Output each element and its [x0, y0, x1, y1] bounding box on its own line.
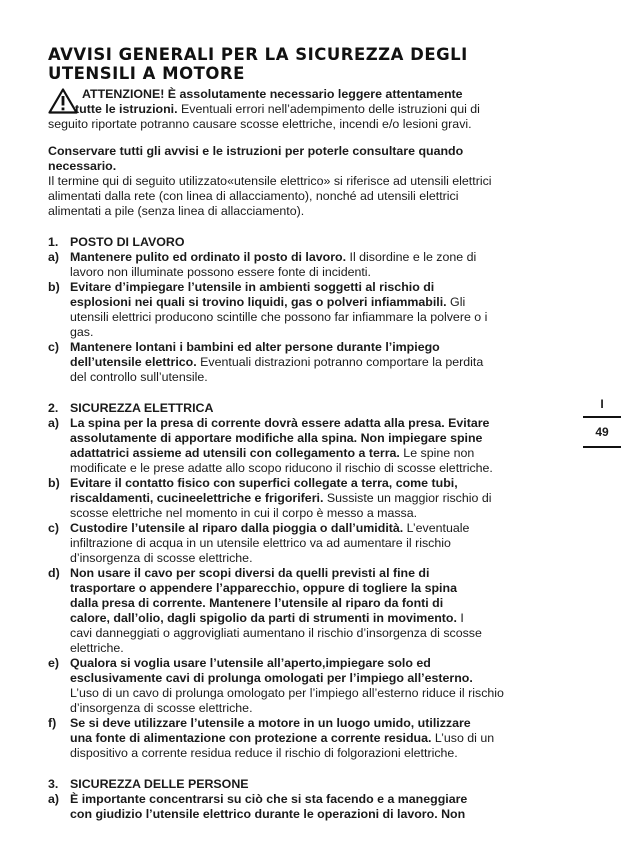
text-line: [70, 807, 576, 822]
text-line: [70, 416, 576, 431]
conserve-heading: necessario.: [48, 159, 117, 173]
conserve-block: [48, 144, 576, 219]
bold-text: Non usare il cavo per scopi diversi da quelli previsti al fine di: [70, 566, 430, 580]
list-item-key: c): [48, 521, 60, 535]
text-line: [70, 686, 576, 701]
regular-text: L’uso di un: [431, 731, 495, 745]
list-item-text: [70, 280, 576, 340]
bold-text: esclusivamente cavi di prolunga omologati per l’impiego all’esterno.: [70, 671, 473, 685]
text-line: [70, 521, 576, 536]
text-line: [70, 340, 576, 355]
bold-text: Evitare d’impiegare l’utensile in ambienti soggetti al rischio di: [70, 280, 435, 294]
regular-text: L’eventuale: [403, 521, 470, 535]
text-line: [70, 265, 576, 280]
list-item-key: a): [48, 416, 60, 430]
section-title: SICUREZZA DELLE PERSONE: [70, 777, 249, 791]
text-line: [70, 611, 576, 626]
text-line: [70, 310, 576, 325]
bold-text: Custodire l’utensile al riparo dalla pioggia o dall’umidità.: [70, 521, 404, 535]
regular-text: Sussiste un maggior rischio di: [323, 491, 492, 505]
list-item-key: d): [48, 566, 60, 580]
bold-text: esplosioni nei quali si trovino liquidi, gas o polveri infiammabili.: [70, 295, 447, 309]
list-item: [48, 792, 576, 822]
list-item-key: f): [48, 716, 57, 730]
list-item-key: c): [48, 340, 60, 354]
list-item: [48, 280, 576, 340]
text-line: [70, 746, 576, 761]
regular-text: lavoro non illuminate possono essere fonte di incidenti.: [70, 265, 371, 279]
list-item-text: [70, 566, 576, 656]
list-item-key: b): [48, 280, 60, 294]
text-line: [70, 551, 576, 566]
text-line: [70, 280, 576, 295]
list-item: [48, 340, 576, 385]
section-number: 2.: [48, 401, 59, 415]
text-line: [70, 491, 576, 506]
warning-triangle-icon: [48, 88, 78, 114]
text-line: [70, 446, 576, 461]
bold-text: dalla presa di corrente. Mantenere l’utensile al riparo da fonti di: [70, 596, 444, 610]
bold-text: calore, dall’olio, dagli spigolio da parti di strumenti in movimento.: [70, 611, 457, 625]
regular-text: d’insorgenza di scosse elettriche.: [70, 701, 253, 715]
list-item-text: [70, 716, 576, 761]
section: [48, 401, 576, 761]
text-line: [70, 355, 576, 370]
text-line: [70, 370, 576, 385]
text-line: [70, 596, 576, 611]
list-item-text: [70, 656, 576, 716]
regular-text: d’insorgenza di scosse elettriche.: [70, 551, 253, 565]
bold-text: dell’utensile elettrico.: [70, 355, 197, 369]
text-line: [70, 536, 576, 551]
list-item: [48, 476, 576, 521]
title-line: UTENSILI A MOTORE: [48, 64, 245, 83]
text-line: [70, 506, 576, 521]
side-tab-page-number: 49: [595, 425, 609, 439]
bold-text: adattatrici assieme ad utensili con collegamento a terra.: [70, 446, 400, 460]
side-tab-letter: I: [600, 397, 604, 411]
list-item: [48, 250, 576, 280]
conserve-text: Il termine qui di seguito utilizzato«utensile elettrico» si riferisce ad utensili elettrici: [48, 174, 492, 188]
text-line: [70, 566, 576, 581]
warning-heading-end: tutte le istruzioni.: [75, 102, 178, 116]
list-item: [48, 656, 576, 716]
bold-text: Qualora si voglia usare l’utensile all’aperto,impiegare solo ed: [70, 656, 431, 670]
list-item-text: [70, 792, 576, 822]
text-line: [70, 792, 576, 807]
section-title: POSTO DI LAVORO: [70, 235, 185, 249]
text-line: [70, 701, 576, 716]
regular-text: Eventuali distrazioni potranno comportare la perdita: [196, 355, 484, 369]
list-item: [48, 416, 576, 476]
text-line: [70, 581, 576, 596]
regular-text: I: [456, 611, 464, 625]
warning-text: seguito riportate potranno causare scosse elettriche, incendi e/o lesioni gravi.: [48, 117, 472, 131]
section: [48, 777, 576, 822]
bold-text: una fonte di alimentazione con protezione a corrente residua.: [70, 731, 432, 745]
bold-text: Mantenere pulito ed ordinato il posto di lavoro.: [70, 250, 347, 264]
text-line: [70, 641, 576, 656]
regular-text: infiltrazione di acqua in un utensile elettrico va ad aumentare il rischio: [70, 536, 451, 550]
section-heading: [48, 401, 576, 416]
list-item-key: e): [48, 656, 60, 670]
regular-text: Le spine non: [399, 446, 475, 460]
warning-text: Eventuali errori nell’adempimento delle istruzioni qui di: [177, 102, 480, 116]
text-line: [70, 431, 576, 446]
section-heading: [48, 777, 576, 792]
list-item-text: [70, 521, 576, 566]
list-item: [48, 566, 576, 656]
regular-text: scosse elettriche nel momento in cui il corpo è messo a massa.: [70, 506, 418, 520]
regular-text: gas.: [70, 325, 94, 339]
bold-text: La spina per la presa di corrente dovrà essere adatta alla presa. Evitare: [70, 416, 490, 430]
bold-text: Mantenere lontani i bambini ed alter persone durante l’impiego: [70, 340, 440, 354]
list-item-text: [70, 416, 576, 476]
text-line: [70, 476, 576, 491]
regular-text: L’uso di un cavo di prolunga omologato per l’impiego all’esterno riduce il rischio: [70, 686, 504, 700]
list-item-text: [70, 340, 576, 385]
text-line: [70, 716, 576, 731]
section-number: 3.: [48, 777, 59, 791]
regular-text: utensili elettrici producono scintille che possono far infiammare la polvere o i: [70, 310, 488, 324]
title-line: AVVISI GENERALI PER LA SICUREZZA DEGLI: [48, 45, 468, 64]
bold-text: con giudizio l’utensile elettrico durante le operazioni di lavoro. Non: [70, 807, 466, 821]
conserve-text: alimentati dalla rete (con linea di allacciamento), nonché ad utensili elettrici: [48, 189, 459, 203]
side-tab-divider: [583, 416, 621, 418]
warning-block: [48, 87, 576, 132]
bold-text: trasportare o appendere l’apparecchio, oppure di togliere la spina: [70, 581, 457, 595]
section-number: 1.: [48, 235, 59, 249]
regular-text: Il disordine e le zone di: [346, 250, 477, 264]
bold-text: È importante concentrarsi su ciò che si sta facendo e a maneggiare: [70, 792, 468, 806]
regular-text: del controllo sull’utensile.: [70, 370, 208, 384]
regular-text: modificate e le prese adatte allo scopo riducono il rischio di scosse elettriche.: [70, 461, 493, 475]
section-heading: [48, 235, 576, 250]
page-title: [48, 45, 576, 83]
side-tab-divider: [583, 446, 621, 448]
bold-text: assolutamente di apportare modifiche alla spina. Non impiegare spine: [70, 431, 483, 445]
side-tab: [583, 397, 621, 448]
bold-text: Se si deve utilizzare l’utensile a motore in un luogo umido, utilizzare: [70, 716, 471, 730]
text-line: [70, 656, 576, 671]
regular-text: elettriche.: [70, 641, 124, 655]
section: [48, 235, 576, 385]
conserve-text: alimentati a pile (senza linea di allacciamento).: [48, 204, 305, 218]
section-title: SICUREZZA ELETTRICA: [70, 401, 214, 415]
regular-text: dispositivo a corrente residua reduce il rischio di folgorazioni elettriche.: [70, 746, 458, 760]
list-item: [48, 521, 576, 566]
list-item-key: b): [48, 476, 60, 490]
regular-text: cavi danneggiati o aggrovigliati aumentano il rischio d’insorgenza di scosse: [70, 626, 482, 640]
text-line: [70, 250, 576, 265]
list-item-text: [70, 476, 576, 521]
list-item: [48, 716, 576, 761]
list-item-text: [70, 250, 576, 280]
list-item-key: a): [48, 792, 60, 806]
text-line: [70, 671, 576, 686]
text-line: [70, 461, 576, 476]
text-line: [70, 295, 576, 310]
bold-text: riscaldamenti, cucineelettriche e frigoriferi.: [70, 491, 324, 505]
document-page: [48, 45, 576, 822]
bold-text: Evitare il contatto fisico con superfici collegate a terra, come tubi,: [70, 476, 458, 490]
sections: [48, 219, 576, 822]
text-line: [70, 626, 576, 641]
conserve-heading: Conservare tutti gli avvisi e le istruzioni per poterle consultare quando: [48, 144, 464, 158]
list-item-key: a): [48, 250, 60, 264]
warning-heading: ATTENZIONE! È assolutamente necessario leggere attentamente: [82, 87, 463, 101]
text-line: [70, 325, 576, 340]
regular-text: Gli: [446, 295, 466, 309]
text-line: [70, 731, 576, 746]
